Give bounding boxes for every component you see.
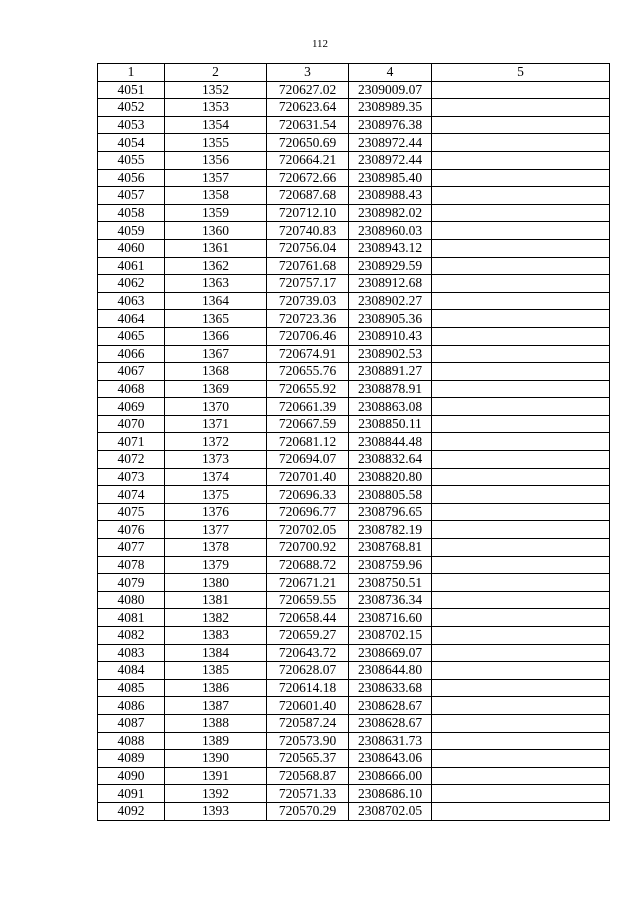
table-cell-col-2: 1392 bbox=[165, 785, 267, 803]
table-row bbox=[98, 556, 610, 574]
table-cell-col-1: 4075 bbox=[98, 503, 165, 521]
table-cell-col-1: 4056 bbox=[98, 169, 165, 187]
table-cell-col-2: 1391 bbox=[165, 767, 267, 785]
table-cell-col-1: 4066 bbox=[98, 345, 165, 363]
table-row bbox=[98, 415, 610, 433]
table-cell-col-5 bbox=[432, 380, 610, 398]
table-cell-col-3: 720696.33 bbox=[267, 486, 349, 504]
table-row bbox=[98, 398, 610, 416]
table-cell-col-1: 4068 bbox=[98, 380, 165, 398]
table-cell-col-2: 1353 bbox=[165, 99, 267, 117]
table-row bbox=[98, 802, 610, 820]
table-cell-col-1: 4065 bbox=[98, 327, 165, 345]
table-cell-col-4: 2308666.00 bbox=[349, 767, 432, 785]
table-cell-col-4: 2308628.67 bbox=[349, 714, 432, 732]
table-cell-col-4: 2308768.81 bbox=[349, 539, 432, 557]
table-cell-col-1: 4085 bbox=[98, 679, 165, 697]
table-cell-col-4: 2308628.67 bbox=[349, 697, 432, 715]
table-cell-col-1: 4064 bbox=[98, 310, 165, 328]
table-cell-col-1: 4052 bbox=[98, 99, 165, 117]
table-cell-col-2: 1377 bbox=[165, 521, 267, 539]
table-cell-col-4: 2308686.10 bbox=[349, 785, 432, 803]
table-cell-col-5 bbox=[432, 591, 610, 609]
table-cell-col-2: 1372 bbox=[165, 433, 267, 451]
table-cell-col-2: 1393 bbox=[165, 802, 267, 820]
table-cell-col-4: 2308669.07 bbox=[349, 644, 432, 662]
table-cell-col-3: 720573.90 bbox=[267, 732, 349, 750]
table-row bbox=[98, 468, 610, 486]
table-cell-col-1: 4080 bbox=[98, 591, 165, 609]
table-cell-col-2: 1370 bbox=[165, 398, 267, 416]
table-cell-col-3: 720655.92 bbox=[267, 380, 349, 398]
table-cell-col-1: 4051 bbox=[98, 81, 165, 99]
table-cell-col-5 bbox=[432, 99, 610, 117]
table-row bbox=[98, 767, 610, 785]
table-cell-col-5 bbox=[432, 292, 610, 310]
table-cell-col-3: 720661.39 bbox=[267, 398, 349, 416]
table-cell-col-4: 2308905.36 bbox=[349, 310, 432, 328]
coordinates-table bbox=[97, 63, 610, 821]
table-cell-col-2: 1363 bbox=[165, 275, 267, 293]
table-cell-col-4: 2308878.91 bbox=[349, 380, 432, 398]
table-cell-col-4: 2308736.34 bbox=[349, 591, 432, 609]
table-cell-col-5 bbox=[432, 750, 610, 768]
table-row bbox=[98, 451, 610, 469]
table-cell-col-4: 2308850.11 bbox=[349, 415, 432, 433]
table-cell-col-4: 2308644.80 bbox=[349, 662, 432, 680]
table-row bbox=[98, 679, 610, 697]
table-cell-col-3: 720700.92 bbox=[267, 539, 349, 557]
table-cell-col-1: 4091 bbox=[98, 785, 165, 803]
table-cell-col-3: 720740.83 bbox=[267, 222, 349, 240]
table-cell-col-1: 4060 bbox=[98, 239, 165, 257]
table-cell-col-5 bbox=[432, 785, 610, 803]
table-cell-col-2: 1352 bbox=[165, 81, 267, 99]
table-row bbox=[98, 292, 610, 310]
table-cell-col-2: 1376 bbox=[165, 503, 267, 521]
table-row bbox=[98, 380, 610, 398]
table-cell-col-5 bbox=[432, 644, 610, 662]
table-cell-col-3: 720623.64 bbox=[267, 99, 349, 117]
table-cell-col-3: 720696.77 bbox=[267, 503, 349, 521]
table-cell-col-3: 720659.55 bbox=[267, 591, 349, 609]
table-cell-col-3: 720702.05 bbox=[267, 521, 349, 539]
table-cell-col-3: 720565.37 bbox=[267, 750, 349, 768]
table-row bbox=[98, 151, 610, 169]
table-row bbox=[98, 204, 610, 222]
table-cell-col-1: 4084 bbox=[98, 662, 165, 680]
table-cell-col-1: 4062 bbox=[98, 275, 165, 293]
table-cell-col-2: 1359 bbox=[165, 204, 267, 222]
table-cell-col-4: 2308912.68 bbox=[349, 275, 432, 293]
table-cell-col-1: 4058 bbox=[98, 204, 165, 222]
table-cell-col-2: 1366 bbox=[165, 327, 267, 345]
table-cell-col-4: 2308902.27 bbox=[349, 292, 432, 310]
table-cell-col-1: 4069 bbox=[98, 398, 165, 416]
column-header-1: 1 bbox=[98, 64, 165, 82]
table-cell-col-3: 720739.03 bbox=[267, 292, 349, 310]
table-cell-col-4: 2308929.59 bbox=[349, 257, 432, 275]
table-cell-col-3: 720658.44 bbox=[267, 609, 349, 627]
table-row bbox=[98, 99, 610, 117]
table-cell-col-4: 2308759.96 bbox=[349, 556, 432, 574]
table-cell-col-4: 2308702.15 bbox=[349, 627, 432, 645]
table-row bbox=[98, 257, 610, 275]
table-cell-col-4: 2308943.12 bbox=[349, 239, 432, 257]
table-cell-col-2: 1356 bbox=[165, 151, 267, 169]
column-header-2: 2 bbox=[165, 64, 267, 82]
table-cell-col-1: 4079 bbox=[98, 574, 165, 592]
table-row bbox=[98, 697, 610, 715]
table-cell-col-4: 2308891.27 bbox=[349, 363, 432, 381]
table-cell-col-1: 4057 bbox=[98, 187, 165, 205]
table-cell-col-5 bbox=[432, 539, 610, 557]
table-cell-col-4: 2308976.38 bbox=[349, 116, 432, 134]
table-cell-col-5 bbox=[432, 574, 610, 592]
table-cell-col-1: 4070 bbox=[98, 415, 165, 433]
table-row bbox=[98, 116, 610, 134]
table-cell-col-1: 4073 bbox=[98, 468, 165, 486]
table-cell-col-5 bbox=[432, 398, 610, 416]
table-cell-col-3: 720667.59 bbox=[267, 415, 349, 433]
table-row bbox=[98, 627, 610, 645]
table-cell-col-3: 720628.07 bbox=[267, 662, 349, 680]
table-row bbox=[98, 750, 610, 768]
table-cell-col-3: 720601.40 bbox=[267, 697, 349, 715]
table-cell-col-5 bbox=[432, 327, 610, 345]
table-cell-col-4: 2308863.08 bbox=[349, 398, 432, 416]
table-cell-col-1: 4055 bbox=[98, 151, 165, 169]
table-cell-col-5 bbox=[432, 767, 610, 785]
table-cell-col-4: 2308702.05 bbox=[349, 802, 432, 820]
table-cell-col-2: 1382 bbox=[165, 609, 267, 627]
table-cell-col-1: 4088 bbox=[98, 732, 165, 750]
table-cell-col-2: 1378 bbox=[165, 539, 267, 557]
table-cell-col-3: 720694.07 bbox=[267, 451, 349, 469]
column-header-3: 3 bbox=[267, 64, 349, 82]
table-cell-col-4: 2308985.40 bbox=[349, 169, 432, 187]
table-cell-col-1: 4059 bbox=[98, 222, 165, 240]
table-row bbox=[98, 134, 610, 152]
table-row bbox=[98, 169, 610, 187]
table-cell-col-3: 720643.72 bbox=[267, 644, 349, 662]
table-cell-col-5 bbox=[432, 556, 610, 574]
table-cell-col-2: 1369 bbox=[165, 380, 267, 398]
table-cell-col-4: 2308972.44 bbox=[349, 151, 432, 169]
table-row bbox=[98, 714, 610, 732]
table-cell-col-2: 1368 bbox=[165, 363, 267, 381]
table-cell-col-4: 2308910.43 bbox=[349, 327, 432, 345]
table-cell-col-3: 720688.72 bbox=[267, 556, 349, 574]
table-cell-col-3: 720627.02 bbox=[267, 81, 349, 99]
table-row bbox=[98, 574, 610, 592]
table-cell-col-1: 4083 bbox=[98, 644, 165, 662]
table-cell-col-5 bbox=[432, 81, 610, 99]
table-cell-col-1: 4054 bbox=[98, 134, 165, 152]
header-row bbox=[98, 64, 610, 82]
table-cell-col-5 bbox=[432, 415, 610, 433]
table-header bbox=[98, 64, 610, 82]
table-cell-col-1: 4077 bbox=[98, 539, 165, 557]
table-cell-col-4: 2308988.43 bbox=[349, 187, 432, 205]
table-cell-col-3: 720674.91 bbox=[267, 345, 349, 363]
table-cell-col-2: 1362 bbox=[165, 257, 267, 275]
table-cell-col-4: 2308832.64 bbox=[349, 451, 432, 469]
table-row bbox=[98, 503, 610, 521]
table-cell-col-3: 720631.54 bbox=[267, 116, 349, 134]
table-cell-col-1: 4087 bbox=[98, 714, 165, 732]
table-cell-col-4: 2308960.03 bbox=[349, 222, 432, 240]
table-cell-col-1: 4089 bbox=[98, 750, 165, 768]
table-cell-col-3: 720701.40 bbox=[267, 468, 349, 486]
table-row bbox=[98, 732, 610, 750]
table-row bbox=[98, 222, 610, 240]
table-cell-col-5 bbox=[432, 116, 610, 134]
table-cell-col-3: 720671.21 bbox=[267, 574, 349, 592]
table-cell-col-2: 1365 bbox=[165, 310, 267, 328]
table-cell-col-3: 720614.18 bbox=[267, 679, 349, 697]
table-cell-col-5 bbox=[432, 363, 610, 381]
table-cell-col-4: 2308796.65 bbox=[349, 503, 432, 521]
table-cell-col-4: 2308972.44 bbox=[349, 134, 432, 152]
table-body bbox=[98, 81, 610, 820]
table-cell-col-1: 4081 bbox=[98, 609, 165, 627]
table-cell-col-5 bbox=[432, 204, 610, 222]
table-row bbox=[98, 785, 610, 803]
table-cell-col-1: 4078 bbox=[98, 556, 165, 574]
table-cell-col-5 bbox=[432, 134, 610, 152]
table-cell-col-3: 720568.87 bbox=[267, 767, 349, 785]
table-cell-col-3: 720756.04 bbox=[267, 239, 349, 257]
table-cell-col-3: 720723.36 bbox=[267, 310, 349, 328]
table-cell-col-2: 1388 bbox=[165, 714, 267, 732]
table-row bbox=[98, 662, 610, 680]
table-cell-col-5 bbox=[432, 310, 610, 328]
table-cell-col-1: 4072 bbox=[98, 451, 165, 469]
table-cell-col-5 bbox=[432, 345, 610, 363]
table-row bbox=[98, 310, 610, 328]
table-cell-col-4: 2308820.80 bbox=[349, 468, 432, 486]
table-cell-col-1: 4074 bbox=[98, 486, 165, 504]
table-row bbox=[98, 486, 610, 504]
table-cell-col-5 bbox=[432, 169, 610, 187]
table-cell-col-2: 1354 bbox=[165, 116, 267, 134]
table-cell-col-4: 2308716.60 bbox=[349, 609, 432, 627]
table-cell-col-5 bbox=[432, 433, 610, 451]
table-cell-col-2: 1386 bbox=[165, 679, 267, 697]
table-cell-col-5 bbox=[432, 609, 610, 627]
table-cell-col-3: 720664.21 bbox=[267, 151, 349, 169]
table-cell-col-2: 1364 bbox=[165, 292, 267, 310]
table-cell-col-3: 720655.76 bbox=[267, 363, 349, 381]
column-header-4: 4 bbox=[349, 64, 432, 82]
table-row bbox=[98, 521, 610, 539]
table-cell-col-3: 720687.68 bbox=[267, 187, 349, 205]
table-cell-col-4: 2308989.35 bbox=[349, 99, 432, 117]
table-row bbox=[98, 187, 610, 205]
table-cell-col-2: 1357 bbox=[165, 169, 267, 187]
table-cell-col-2: 1383 bbox=[165, 627, 267, 645]
table-cell-col-2: 1373 bbox=[165, 451, 267, 469]
table-cell-col-3: 720659.27 bbox=[267, 627, 349, 645]
table-cell-col-3: 720712.10 bbox=[267, 204, 349, 222]
table-cell-col-5 bbox=[432, 239, 610, 257]
table-cell-col-3: 720672.66 bbox=[267, 169, 349, 187]
table-cell-col-2: 1380 bbox=[165, 574, 267, 592]
table-row bbox=[98, 363, 610, 381]
table-cell-col-5 bbox=[432, 697, 610, 715]
table-cell-col-4: 2308902.53 bbox=[349, 345, 432, 363]
table-cell-col-5 bbox=[432, 662, 610, 680]
table-cell-col-3: 720570.29 bbox=[267, 802, 349, 820]
table-cell-col-3: 720757.17 bbox=[267, 275, 349, 293]
table-cell-col-4: 2308643.06 bbox=[349, 750, 432, 768]
table-cell-col-5 bbox=[432, 486, 610, 504]
table-cell-col-5 bbox=[432, 627, 610, 645]
table-cell-col-2: 1358 bbox=[165, 187, 267, 205]
page-number: 112 bbox=[311, 38, 329, 50]
table-cell-col-2: 1381 bbox=[165, 591, 267, 609]
table-cell-col-3: 720587.24 bbox=[267, 714, 349, 732]
table-cell-col-5 bbox=[432, 222, 610, 240]
table-cell-col-5 bbox=[432, 451, 610, 469]
table-cell-col-5 bbox=[432, 679, 610, 697]
table-cell-col-4: 2308633.68 bbox=[349, 679, 432, 697]
table-cell-col-1: 4067 bbox=[98, 363, 165, 381]
table-row bbox=[98, 433, 610, 451]
table-cell-col-3: 720761.68 bbox=[267, 257, 349, 275]
table-cell-col-4: 2309009.07 bbox=[349, 81, 432, 99]
table-cell-col-2: 1390 bbox=[165, 750, 267, 768]
table-cell-col-4: 2308631.73 bbox=[349, 732, 432, 750]
table-row bbox=[98, 345, 610, 363]
table-cell-col-3: 720650.69 bbox=[267, 134, 349, 152]
table-cell-col-1: 4071 bbox=[98, 433, 165, 451]
table-cell-col-4: 2308982.02 bbox=[349, 204, 432, 222]
table-cell-col-4: 2308750.51 bbox=[349, 574, 432, 592]
table-row bbox=[98, 644, 610, 662]
table-cell-col-2: 1384 bbox=[165, 644, 267, 662]
table-cell-col-2: 1385 bbox=[165, 662, 267, 680]
table-cell-col-4: 2308844.48 bbox=[349, 433, 432, 451]
table-row bbox=[98, 609, 610, 627]
table-cell-col-3: 720571.33 bbox=[267, 785, 349, 803]
table-row bbox=[98, 539, 610, 557]
table-cell-col-3: 720681.12 bbox=[267, 433, 349, 451]
table-cell-col-5 bbox=[432, 521, 610, 539]
table-cell-col-5 bbox=[432, 468, 610, 486]
table-cell-col-5 bbox=[432, 275, 610, 293]
table-cell-col-1: 4053 bbox=[98, 116, 165, 134]
table-cell-col-2: 1389 bbox=[165, 732, 267, 750]
column-header-5: 5 bbox=[432, 64, 610, 82]
table-row bbox=[98, 327, 610, 345]
table-cell-col-2: 1361 bbox=[165, 239, 267, 257]
table-cell-col-5 bbox=[432, 257, 610, 275]
table-row bbox=[98, 81, 610, 99]
table-cell-col-5 bbox=[432, 187, 610, 205]
table-cell-col-2: 1367 bbox=[165, 345, 267, 363]
table-cell-col-5 bbox=[432, 714, 610, 732]
table-cell-col-1: 4090 bbox=[98, 767, 165, 785]
table-cell-col-5 bbox=[432, 151, 610, 169]
table-cell-col-1: 4061 bbox=[98, 257, 165, 275]
table-cell-col-5 bbox=[432, 503, 610, 521]
table-cell-col-2: 1374 bbox=[165, 468, 267, 486]
table-cell-col-2: 1375 bbox=[165, 486, 267, 504]
table-cell-col-2: 1355 bbox=[165, 134, 267, 152]
table-cell-col-1: 4082 bbox=[98, 627, 165, 645]
table-cell-col-2: 1360 bbox=[165, 222, 267, 240]
table-cell-col-1: 4086 bbox=[98, 697, 165, 715]
table-cell-col-3: 720706.46 bbox=[267, 327, 349, 345]
table-cell-col-4: 2308805.58 bbox=[349, 486, 432, 504]
table-cell-col-5 bbox=[432, 802, 610, 820]
table-row bbox=[98, 239, 610, 257]
table-cell-col-1: 4076 bbox=[98, 521, 165, 539]
table-row bbox=[98, 591, 610, 609]
table-row bbox=[98, 275, 610, 293]
table-cell-col-4: 2308782.19 bbox=[349, 521, 432, 539]
table-cell-col-1: 4092 bbox=[98, 802, 165, 820]
table-cell-col-2: 1379 bbox=[165, 556, 267, 574]
table-cell-col-5 bbox=[432, 732, 610, 750]
table-cell-col-2: 1371 bbox=[165, 415, 267, 433]
table-cell-col-2: 1387 bbox=[165, 697, 267, 715]
table-cell-col-1: 4063 bbox=[98, 292, 165, 310]
